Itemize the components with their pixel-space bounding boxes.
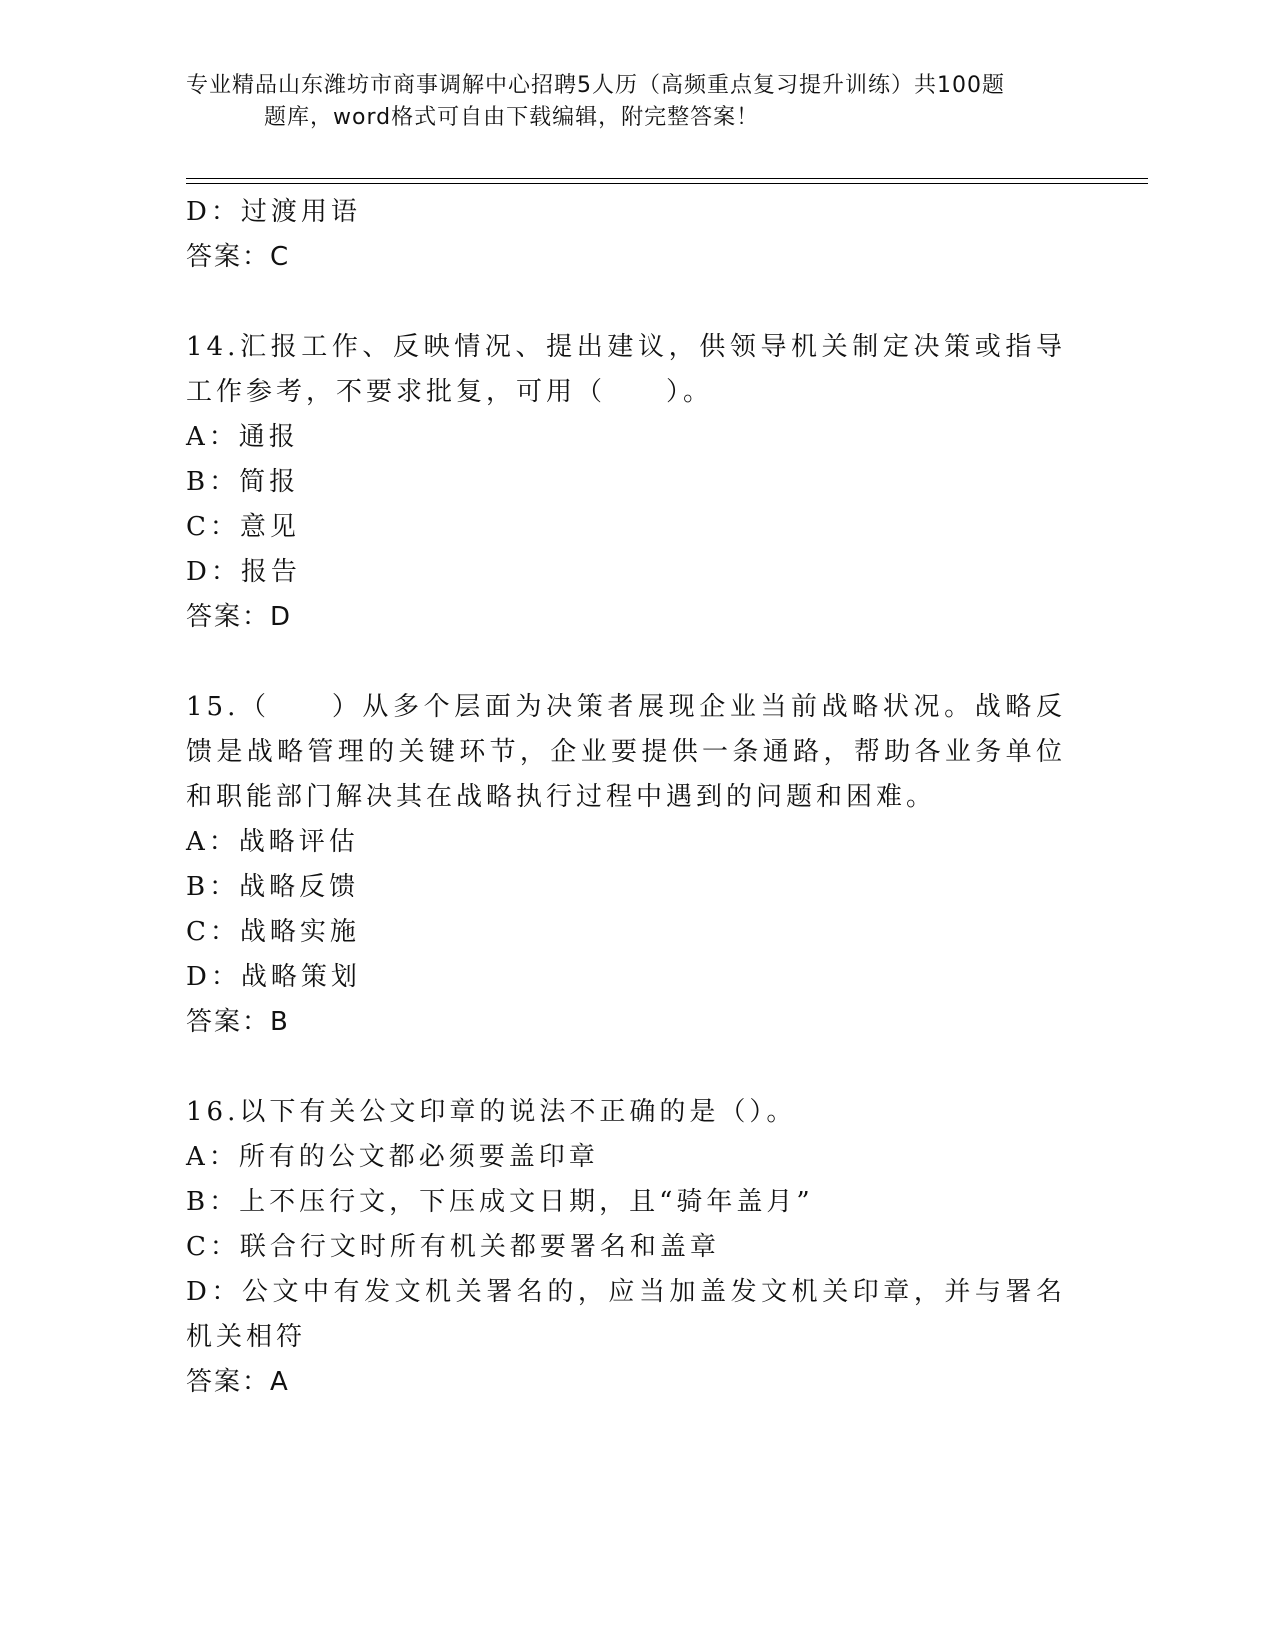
header-divider-top xyxy=(186,178,1148,179)
question-15-option-a: A：战略评估 xyxy=(186,827,359,857)
question-16-answer: 答案：A xyxy=(186,1367,290,1397)
header-title-line1: 专业精品山东潍坊市商事调解中心招聘5人历（高频重点复习提升训练）共100题 xyxy=(186,73,1005,98)
question-14-option-a: A：通报 xyxy=(186,422,299,452)
spacer xyxy=(186,280,1066,325)
question-16-option-b: B：上不压行文，下压成文日期，且“骑年盖月” xyxy=(186,1187,814,1217)
question-16-option-c: C：联合行文时所有机关都要署名和盖章 xyxy=(186,1232,720,1262)
question-16-option-d: D：公文中有发文机关署名的，应当加盖发文机关印章，并与署名机关相符 xyxy=(186,1277,1066,1352)
spacer xyxy=(186,640,1066,685)
question-14-text: 14.汇报工作、反映情况、提出建议，供领导机关制定决策或指导工作参考，不要求批复，可用（ ）。 xyxy=(186,332,1066,407)
spacer xyxy=(186,1045,1066,1090)
question-15-option-d: D：战略策划 xyxy=(186,962,361,992)
header-title-line2: 题库，word格式可自由下载编辑，附完整答案！ xyxy=(264,105,760,130)
question-15-option-b: B：战略反馈 xyxy=(186,872,360,902)
question-14-option-b: B：简报 xyxy=(186,467,300,497)
question-15-option-c: C：战略实施 xyxy=(186,917,360,947)
question-14-answer: 答案：D xyxy=(186,602,293,632)
question-15-answer: 答案：B xyxy=(186,1007,290,1037)
header-divider-bottom xyxy=(186,183,1148,184)
question-13-answer: 答案：C xyxy=(186,242,291,272)
question-16-text: 16.以下有关公文印章的说法不正确的是（）。 xyxy=(186,1097,797,1127)
document-body xyxy=(186,190,1066,1405)
question-16-option-a: A：所有的公文都必须要盖印章 xyxy=(186,1142,599,1172)
question-14-option-c: C：意见 xyxy=(186,512,300,542)
question-13-option-d: D：过渡用语 xyxy=(186,197,361,227)
question-15-text: 15.（ ）从多个层面为决策者展现企业当前战略状况。战略反馈是战略管理的关键环节，企业要提供一条通路，帮助各业务单位和职能部门解决其在战略执行过程中遇到的问题和困难。 xyxy=(186,692,1066,812)
document-header xyxy=(186,70,1086,134)
question-14-option-d: D：报告 xyxy=(186,557,301,587)
